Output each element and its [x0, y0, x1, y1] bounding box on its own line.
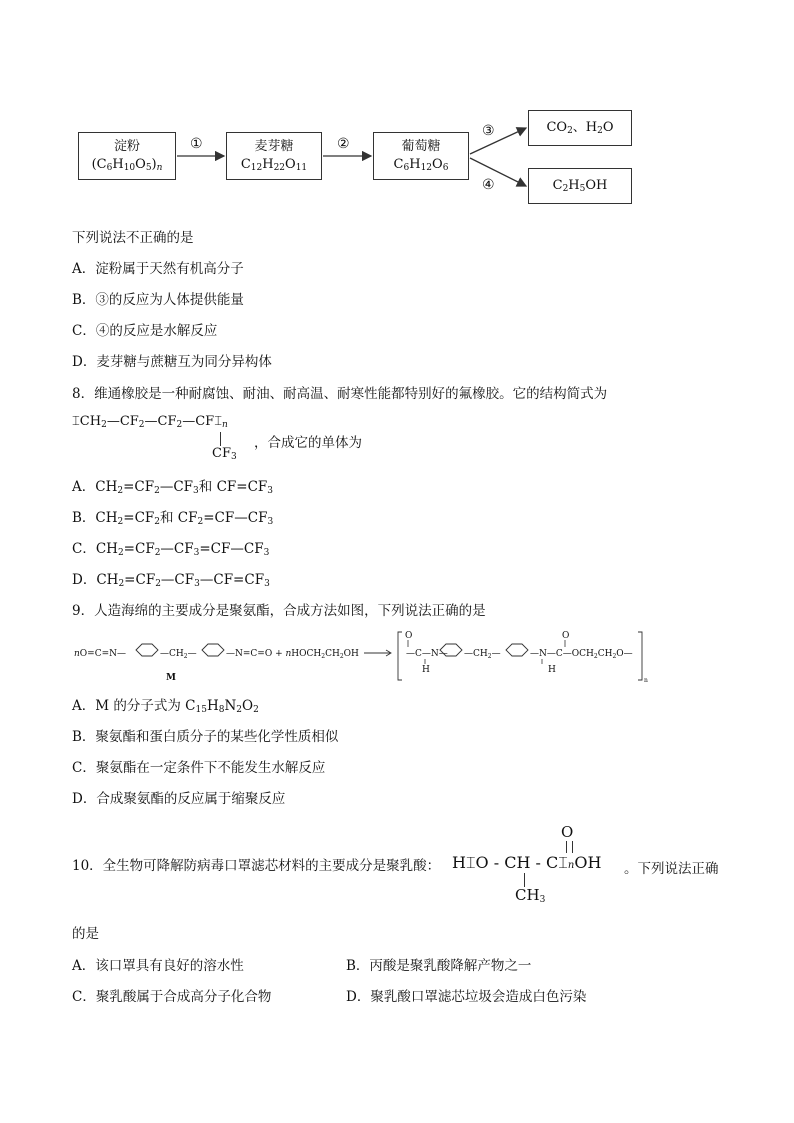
q8-structure-main: $⌶CH_2—CF_2—CF_2—CF⌶_n$	[72, 414, 228, 430]
q8-structure-bond	[220, 432, 221, 446]
svg-text:—CH2—: $—CH_2—$	[464, 649, 501, 660]
q9-option-c: C．聚氨酯在一定条件下不能发生水解反应	[72, 760, 326, 776]
arrow-3	[470, 128, 526, 154]
q7-stem: 下列说法不正确的是	[72, 230, 194, 246]
q8-option-a: A．$CH_2=CF_2—CF_3$和 $CF=CF_3$	[72, 479, 274, 496]
q10-option-c: C．聚乳酸属于合成高分子化合物	[72, 989, 272, 1005]
flow-box-maltose-formula: $C_{12}H_{22}O_{11}$	[240, 157, 308, 173]
flow-box-glucose-name: 葡萄糖	[401, 139, 441, 154]
q10-formula-o: O	[561, 823, 574, 841]
q7-option-a: A．淀粉属于天然有机高分子	[72, 261, 244, 277]
q8-option-c: C．$CH_2=CF_2—CF_3=CF—CF_3$	[72, 541, 270, 558]
flow-arrows	[0, 0, 794, 230]
step-1-label: ①	[190, 136, 203, 152]
q10-formula-bond	[524, 873, 525, 887]
q10-option-a: A．该口罩具有良好的溶水性	[72, 958, 244, 974]
q10-option-d: D．聚乳酸口罩滤芯垃圾会造成白色污染	[346, 989, 587, 1005]
svg-text:n: n	[644, 677, 648, 684]
q10-formula-double-bond	[566, 841, 573, 853]
svg-text:—C—N—: —C—N—	[406, 649, 448, 659]
q10-formula-main: H⌶O - CH - C⌶nOH	[452, 853, 602, 872]
q10-stem-continued: 的是	[72, 926, 99, 942]
flow-box-starch-formula: $(C_6H_{10}O_5)_n$	[91, 157, 163, 173]
q9-option-a: A．M 的分子式为 $C_{15}H_8N_2O_2$	[72, 698, 259, 715]
q9-option-b: B．聚氨酯和蛋白质分子的某些化学性质相似	[72, 729, 339, 745]
svg-text:O: O	[405, 631, 413, 641]
q8-structure-sub: $CF_3$	[212, 446, 237, 462]
q10-stem-end: 。下列说法正确	[624, 861, 719, 877]
svg-text:H: H	[422, 665, 430, 675]
flow-box-ethanol: $C_2H_5OH$	[528, 168, 632, 204]
q10-formula-ch3: $CH_3$	[515, 886, 546, 905]
q10-option-b: B．丙酸是聚乳酸降解产物之一	[346, 958, 532, 974]
svg-text:O: O	[562, 631, 570, 641]
q7-option-d: D．麦芽糖与蔗糖互为同分异构体	[72, 354, 272, 370]
svg-text:H: H	[548, 665, 556, 675]
svg-text:—N=C=O + nHOCH2CH2OH: —N=C=O + $nHOCH_2CH_2OH$	[226, 649, 359, 660]
q8-option-d: D．$CH_2=CF_2—CF_3—CF=CF_3$	[72, 572, 270, 589]
arrow-4	[470, 158, 526, 186]
flow-box-maltose-name: 麦芽糖	[254, 139, 294, 154]
q10-stem: 10．全生物可降解防病毒口罩滤芯材料的主要成分是聚乳酸：	[72, 858, 441, 874]
step-2-label: ②	[337, 136, 350, 152]
flow-box-co2-h2o: $CO_2$、$H_2O$	[528, 110, 632, 146]
q8-stem-end: ，合成它的单体为	[254, 435, 362, 451]
flow-box-glucose-formula: $C_6H_{12}O_6$	[393, 157, 449, 173]
svg-text:nO=C=N—: nO=C=N—	[74, 649, 127, 659]
step-3-label: ③	[482, 123, 495, 139]
q7-option-c: C．④的反应是水解反应	[72, 323, 218, 339]
q8-stem: 8．维通橡胶是一种耐腐蚀、耐油、耐高温、耐寒性能都特别好的氟橡胶。它的结构简式为	[72, 386, 608, 402]
q9-stem: 9．人造海绵的主要成分是聚氨酯，合成方法如图，下列说法正确的是	[72, 603, 486, 619]
q7-option-b: B．③的反应为人体提供能量	[72, 292, 244, 308]
step-4-label: ④	[482, 177, 495, 193]
flow-box-starch-name: 淀粉	[113, 139, 140, 154]
q9-reaction-scheme	[72, 626, 652, 684]
q8-option-b: B．$CH_2=CF_2$和 $CF_2=CF—CF_3$	[72, 510, 274, 527]
q9-option-d: D．合成聚氨酯的反应属于缩聚反应	[72, 791, 286, 807]
svg-text:—CH2—: $—CH_2—$	[160, 649, 197, 660]
svg-text:—N—C—OCH2CH2O—: $—N—C—OCH_2CH_2O—$	[530, 649, 633, 660]
svg-text:M: M	[166, 673, 176, 683]
